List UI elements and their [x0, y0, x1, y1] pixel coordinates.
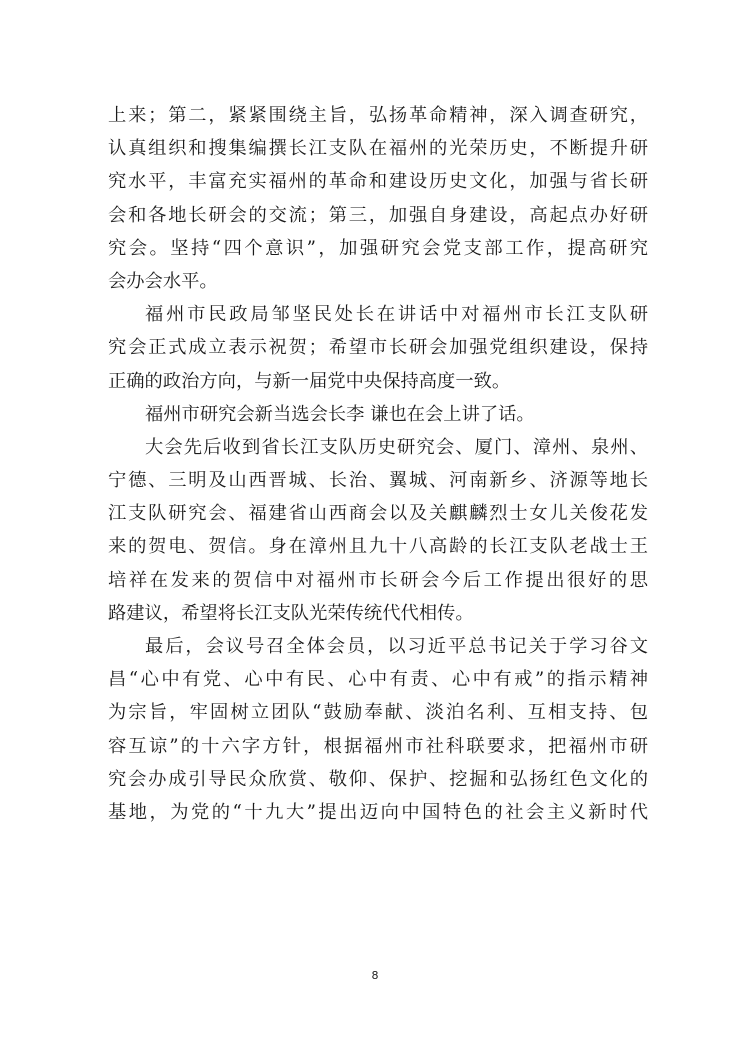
text-line: 会和各地长研会的交流；第三，加强自身建设，高起点办好研 — [108, 204, 648, 226]
text-line: 基地，为党的“十九大”提出迈向中国特色的社会主义新时代 — [108, 801, 648, 823]
text-line: 来的贺电、贺信。身在漳州且九十八高龄的长江支队老战士王 — [108, 536, 648, 558]
text-line: 上来；第二，紧紧围绕主旨，弘扬革命精神，深入调查研究， — [108, 105, 648, 126]
text-line: 究会办成引导民众欣赏、敬仰、保护、挖掘和弘扬红色文化的 — [108, 768, 648, 790]
text-line: 福州市民政局邹坚民处长在讲话中对福州市长江支队研 — [145, 304, 648, 326]
text-line: 正确的政治方向，与新一届党中央保持高度一致。 — [108, 370, 511, 392]
text-line: 江支队研究会、福建省山西商会以及关麒麟烈士女儿关俊花发 — [108, 503, 648, 525]
page-number: 8 — [371, 969, 379, 982]
text-line: 究会正式成立表示祝贺；希望市长研会加强党组织建设，保持 — [108, 337, 648, 359]
text-line: 究水平，丰富充实福州的革命和建设历史文化，加强与省长研 — [108, 171, 648, 193]
text-line: 最后，会议号召全体会员，以习近平总书记关于学习谷文 — [145, 636, 648, 657]
text-line: 究会。坚持“四个意识”，加强研究会党支部工作，提高研究 — [108, 237, 648, 259]
text-line: 为宗旨，牢固树立团队“鼓励奉献、淡泊名利、互相支持、包 — [108, 702, 648, 724]
text-line: 会办会水平。 — [108, 270, 218, 292]
body-text — [108, 99, 648, 829]
text-line: 容互谅”的十六字方针，根据福州市社科联要求，把福州市研 — [108, 735, 648, 757]
text-line: 福州市研究会新当选会长李 谦也在会上讲了话。 — [145, 403, 535, 425]
text-line: 昌“心中有党、心中有民、心中有责、心中有戒”的指示精神 — [108, 669, 648, 691]
text-line: 认真组织和搜集编撰长江支队在福州的光荣历史，不断提升研 — [108, 138, 648, 160]
text-line: 路建议，希望将长江支队光荣传统代代相传。 — [108, 602, 474, 624]
text-line: 培祥在发来的贺信中对福州市长研会今后工作提出很好的思 — [108, 569, 648, 591]
text-line: 宁德、三明及山西晋城、长治、翼城、河南新乡、济源等地长 — [108, 470, 648, 492]
text-line: 大会先后收到省长江支队历史研究会、厦门、漳州、泉州、 — [145, 436, 648, 458]
